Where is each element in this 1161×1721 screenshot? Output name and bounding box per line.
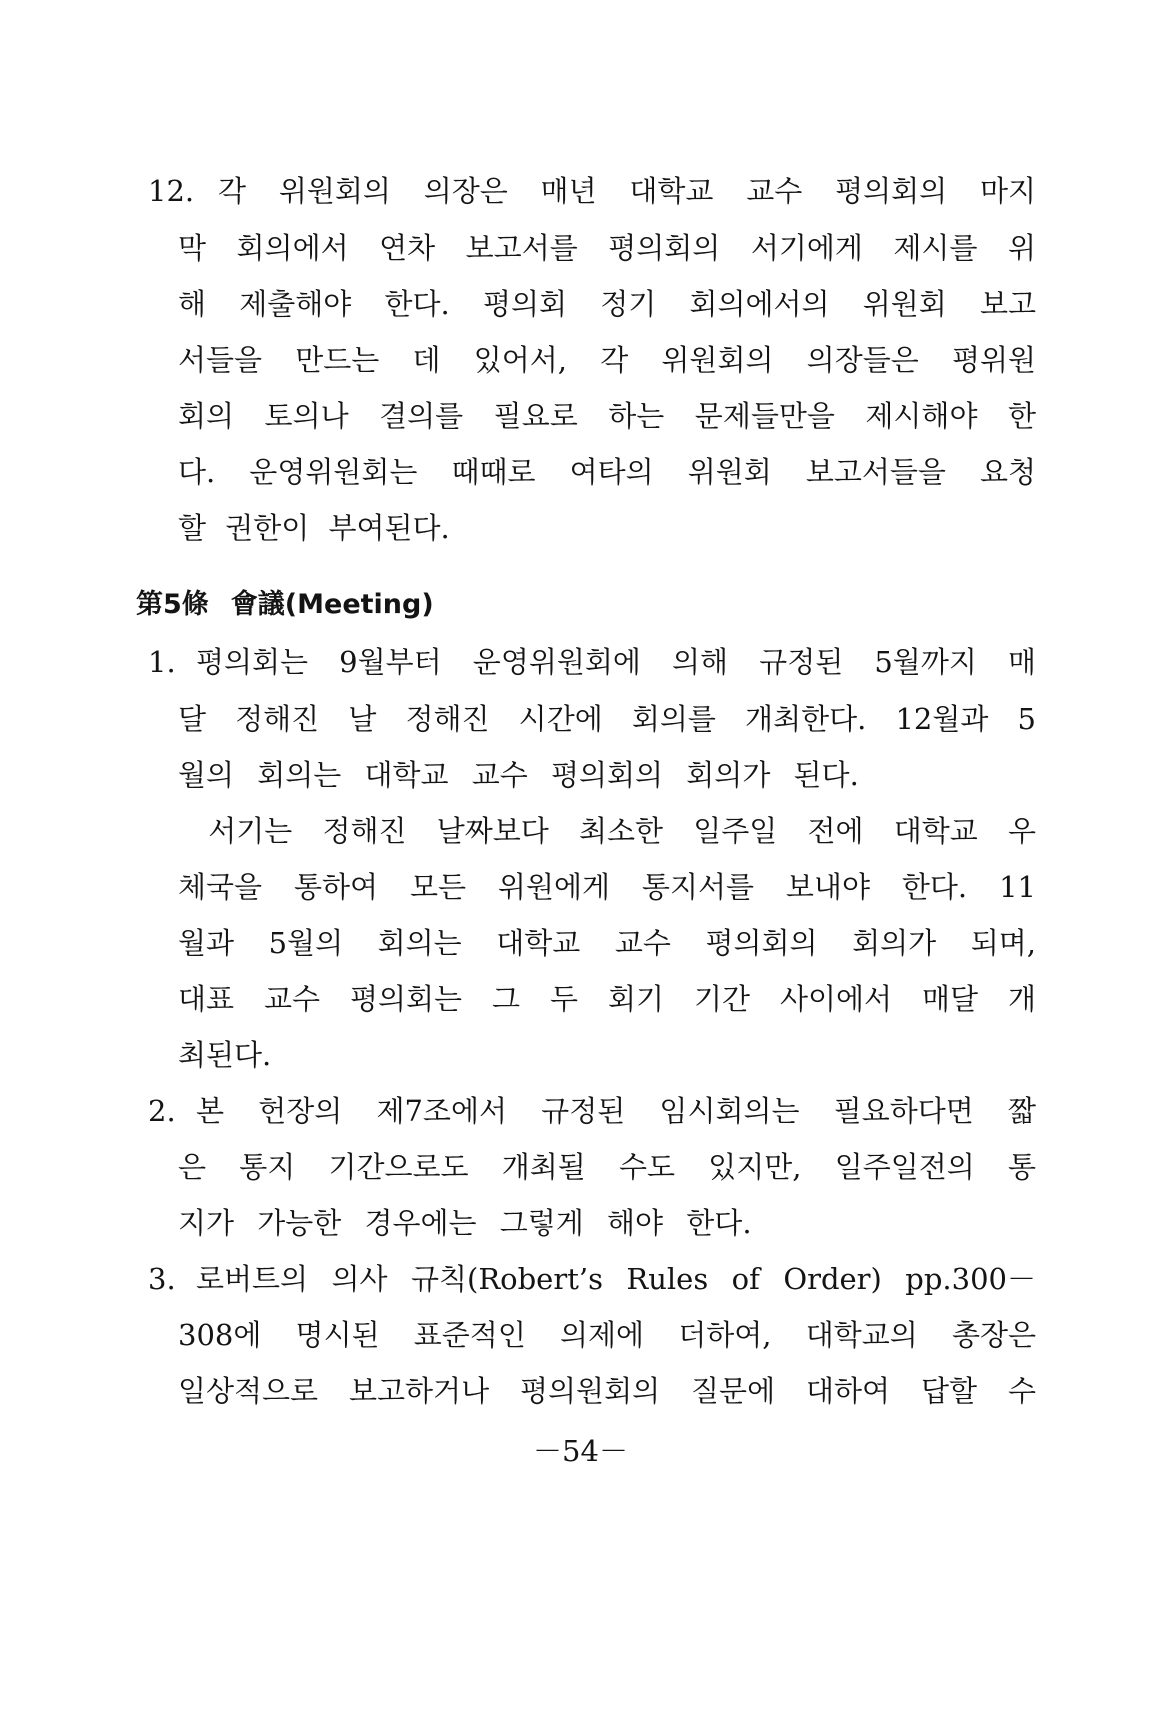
- item-1-line-8: 최된다.: [178, 1038, 272, 1072]
- item-2-line-2: 은 통지 기간으로도 개최될 수도 있지만, 일주일전의 통: [178, 1150, 1036, 1184]
- item-1-line-3: 월의 회의는 대학교 교수 평의회의 회의가 된다.: [178, 758, 859, 792]
- item-1-line-6: 월과 5월의 회의는 대학교 교수 평의회의 회의가 되며,: [178, 926, 1036, 960]
- section-12-line-4: 서들을 만드는 데 있어서, 각 위원회의 의장들은 평위원: [178, 343, 1036, 377]
- section-12-line-1: 각 위원회의 의장은 매년 대학교 교수 평의회의 마지: [218, 174, 1036, 208]
- section-12-number: 12.: [148, 174, 195, 208]
- item-2-line-1: 본 헌장의 제7조에서 규정된 임시회의는 필요하다면 짧: [196, 1094, 1036, 1128]
- article-5-title: 會議(Meeting): [230, 589, 434, 620]
- item-1-line-4: 서기는 정해진 날짜보다 최소한 일주일 전에 대학교 우: [178, 814, 1036, 848]
- page-number: －54－: [533, 1434, 628, 1468]
- section-12-line-3: 해 제출해야 한다. 평의회 정기 회의에서의 위원회 보고: [178, 287, 1036, 321]
- item-3-number: 3.: [148, 1262, 176, 1296]
- item-1-number: 1.: [148, 645, 176, 679]
- item-1-line-1: 평의회는 9월부터 운영위원회에 의해 규정된 5월까지 매: [196, 645, 1036, 679]
- article-5-number: 第5條: [136, 589, 209, 620]
- section-12-line-2: 막 회의에서 연차 보고서를 평의회의 서기에게 제시를 위: [178, 231, 1036, 265]
- item-1-line-7: 대표 교수 평의회는 그 두 회기 기간 사이에서 매달 개: [178, 982, 1036, 1016]
- item-3-line-1: 로버트의 의사 규칙(Robert’s Rules of Order) pp.300－: [196, 1262, 1036, 1296]
- item-1-line-2: 달 정해진 날 정해진 시간에 회의를 개최한다. 12월과 5: [178, 702, 1036, 736]
- item-2-number: 2.: [148, 1094, 176, 1128]
- item-3-line-3: 일상적으로 보고하거나 평의원회의 질문에 대하여 답할 수: [178, 1374, 1036, 1408]
- item-1-line-5: 체국을 통하여 모든 위원에게 통지서를 보내야 한다. 11: [178, 870, 1036, 904]
- article-5-heading: [136, 585, 434, 625]
- section-12-line-6: 다. 운영위원회는 때때로 여타의 위원회 보고서들을 요청: [178, 455, 1036, 489]
- section-12-line-7: 할 권한이 부여된다.: [178, 511, 450, 545]
- item-2-line-3: 지가 가능한 경우에는 그렇게 해야 한다.: [178, 1206, 752, 1240]
- section-12-line-5: 회의 토의나 결의를 필요로 하는 문제들만을 제시해야 한: [178, 399, 1036, 433]
- item-3-line-2: 308에 명시된 표준적인 의제에 더하여, 대학교의 총장은: [178, 1318, 1036, 1352]
